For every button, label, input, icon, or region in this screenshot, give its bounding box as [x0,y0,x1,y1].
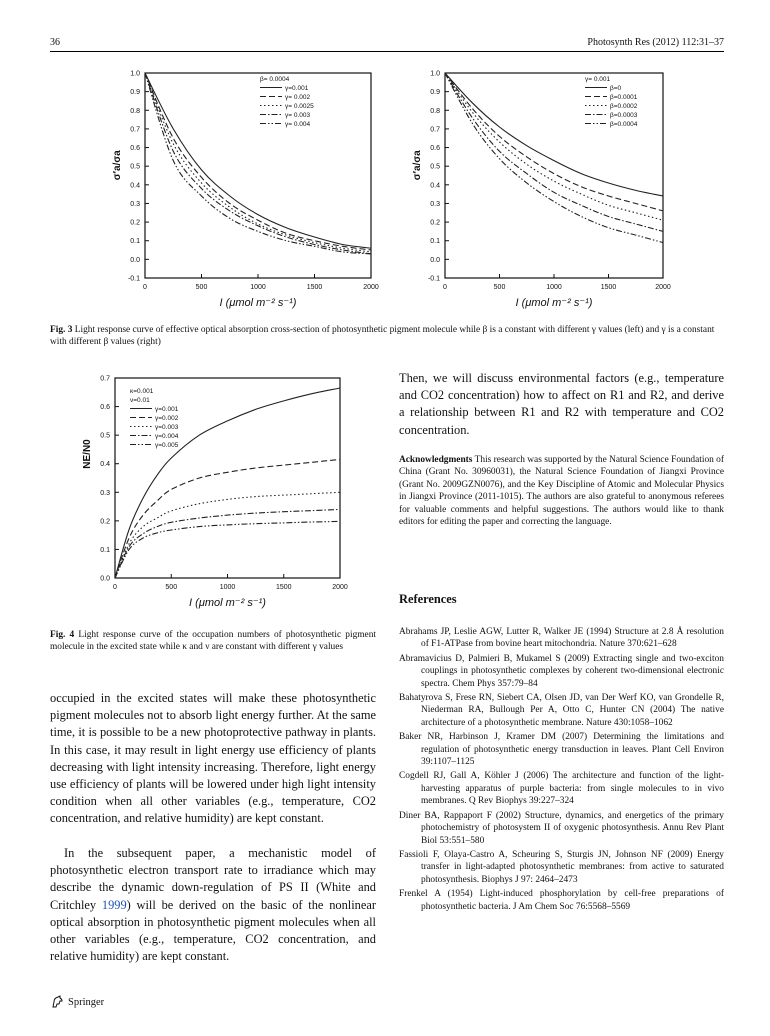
y-tick-label: 0.8 [430,107,440,115]
reference-item: Frenkel A (1954) Light-induced phosphorylation by cell-free preparations of photosynthetic bacteria. J Am Chem Soc 76:5568–5569 [399,889,724,912]
series-line [145,73,371,254]
y-axis-label: σ′a/σa [112,150,123,181]
legend-subtitle: ν=0.01 [130,397,150,404]
y-tick-label: 0.1 [430,238,440,246]
right-body-paragraph-1: Then, we will discuss environmental factors (e.g., temperature and CO2 concentration) how to affect on R1 and R2, and derive a relationship between R1 and R2 with temperature and CO2 concentration. [399,371,724,437]
y-tick-label: -0.1 [427,275,440,283]
series-line [115,459,340,578]
series-line [115,492,340,578]
fig3-right-chart [395,66,695,321]
acknowledgments-text: This research was supported by the Natural Science Foundation of China (Grant No. 30960031), the Natural Science Foundation of Jiangxi Province (Grant No. 2009GZN0076), and the Key Discipline of Atomic and Molecular Physics in Jiangxi Province (2011-1015). The authors are also grateful to anonymous referees for valuable comments and helpful suggestions. The authors would like to thank editors for editing the paper and correcting the language. [399,455,724,528]
fig4-caption [50,629,376,653]
plot-frame [145,73,371,278]
y-tick-label: 0.2 [130,219,140,227]
x-tick-label: 1500 [306,284,323,291]
reference-item: Baker NR, Harbinson J, Kramer DM (2007) Determining the limitations and regulation of photosynthetic energy transduction in leaves. Plant Cell Environ 39:1107–1125 [399,732,724,768]
y-tick-label: 0.6 [430,145,440,153]
x-tick-label: 1000 [219,584,236,591]
x-tick-label: 1500 [600,284,617,291]
y-tick-label: 0.3 [100,489,110,497]
y-tick-label: 0.4 [100,461,110,469]
reference-item: Fassioli F, Olaya-Castro A, Scheuring S, Sturgis JN, Johnson NF (2009) Energy transfer in light-adapted photosynthetic membranes: from active to saturated photosynthesis. Biophys J 97: 2464–2473 [399,849,724,885]
x-tick-label: 1000 [250,284,266,291]
y-tick-label: 0.1 [100,546,110,554]
left-body-p2b: ) will be derived on the basic of the nonlinear optical absorption in photosynthetic pigment molecules when all other variables (e.g., temperature, CO2 concentration, and relative humidity) are kept constant. [50,897,376,964]
fig3-left-chart [95,66,395,321]
y-tick-label: 0.0 [130,256,140,264]
y-axis-label: σ′a/σa [412,150,423,181]
x-tick-label: 1000 [546,284,562,291]
y-tick-label: 1.0 [130,70,140,78]
x-axis-label: I (μmol m⁻² s⁻¹) [219,297,297,309]
legend-label: β=0.0001 [610,94,638,101]
fig3-caption-label: Fig. 3 [50,325,73,335]
reference-item: Abrahams JP, Leslie AGW, Lutter R, Walker JE (1994) Structure at 2.8 Å resolution of F1-ATPase from bovine heart mitochondria. Nature 370:621–628 [399,627,724,650]
legend-label: β=0.0004 [610,121,638,128]
series-line [445,73,663,196]
x-tick-label: 2000 [655,284,671,291]
fig4-caption-text: Light response curve of the occupation numbers of photosynthetic pigment molecule in the excited state while κ and ν are constant with different γ values [50,630,376,652]
legend-label: γ=0.001 [155,406,179,413]
y-tick-label: 0.3 [430,200,440,208]
legend-label: γ=0.003 [155,424,179,431]
x-tick-label: 1500 [275,584,292,591]
fig4-caption-label: Fig. 4 [50,630,75,640]
legend-label: γ=0.004 [155,433,179,440]
acknowledgments [399,454,724,528]
footer [50,995,104,1009]
y-axis-label: NE/N0 [82,439,93,469]
acknowledgments-title: Acknowledgments [399,455,473,465]
x-tick-label: 500 [493,284,506,291]
reference-item: Diner BA, Rappaport F (2002) Structure, dynamics, and energetics of the primary photochemistry of photosystem II of oxygenic photosynthesis. Annu Rev Plant Biol 53:551–580 [399,810,724,846]
x-tick-label: 500 [165,584,178,591]
series-line [145,73,371,254]
legend-label: β=0 [610,85,622,92]
x-tick-label: 0 [113,584,117,591]
legend-label: β=0.0003 [610,112,638,119]
y-tick-label: 0.7 [100,375,110,383]
y-tick-label: 0.2 [430,219,440,227]
y-tick-label: 0.6 [130,145,140,153]
fig4-chart [55,370,375,620]
y-tick-label: 0.5 [100,432,110,440]
fig3-caption-text: Light response curve of effective optical absorption cross-section of photosynthetic pigment molecule while β is a constant with different γ values (left) and γ is a constant with different β values (right) [50,325,715,347]
y-tick-label: 0.2 [100,518,110,526]
y-tick-label: 0.8 [130,107,140,115]
legend-label: γ=0.002 [155,415,179,422]
reference-item: Cogdell RJ, Gall A, Köhler J (2006) The architecture and function of the light-harvesting apparatus of purple bacteria: from single molecules to in vivo membranes. Q Rev Biophys 39:227–324 [399,771,724,807]
y-tick-label: 0.4 [430,182,440,190]
series-line [115,509,340,578]
x-tick-label: 0 [443,284,447,291]
y-tick-label: 0.9 [130,89,140,97]
x-axis-label: I (μmol m⁻² s⁻¹) [515,297,593,309]
legend-label: γ=0.001 [285,85,309,92]
springer-horse-icon [50,995,64,1009]
x-axis-label: I (μmol m⁻² s⁻¹) [189,597,266,609]
y-tick-label: 0.7 [130,126,140,134]
legend-label: β=0.0002 [610,103,638,110]
x-tick-label: 0 [143,284,147,291]
y-tick-label: 0.3 [130,200,140,208]
citation-link[interactable]: 1999 [101,897,127,912]
legend-title: κ=0.001 [130,388,154,395]
y-tick-label: 0.0 [100,575,110,583]
y-tick-label: 0.1 [130,238,140,246]
y-tick-label: 0.7 [430,126,440,134]
left-body-paragraph-2 [50,845,376,965]
series-line [115,388,340,578]
reference-item: Bahatyrova S, Frese RN, Siebert CA, Olsen JD, van Der Werf KO, van Grondelle R, Niederman RA, Bullough Per A, Otto C, Hunter CN (2004) The native architecture of a photosynthetic membrane. Nature 430:1058–1062 [399,693,724,728]
legend-label: γ= 0.002 [285,94,311,101]
y-tick-label: 0.5 [430,163,440,171]
y-tick-label: 0.9 [430,89,440,97]
x-tick-label: 2000 [332,584,348,591]
left-body-p2a: In the subsequent paper, a mechanistic model of photosynthetic electron transport rate to irradiance which may describe the dynamic down-regulation of PS II (White and Critchley [50,846,376,912]
x-tick-label: 2000 [363,284,379,291]
y-tick-label: 0.4 [130,182,140,190]
legend-title: γ= 0.001 [585,76,611,83]
legend-label: γ= 0.004 [285,121,311,128]
legend-label: γ=0.005 [155,442,179,449]
y-tick-label: 1.0 [430,70,440,78]
fig3-caption [50,324,724,348]
y-tick-label: -0.1 [127,275,140,283]
y-tick-label: 0.0 [430,256,440,264]
journal-citation: Photosynth Res (2012) 112:31–37 [587,37,724,48]
x-tick-label: 500 [195,284,208,291]
page-number: 36 [50,37,60,48]
reference-item: Abramavicius D, Palmieri B, Mukamel S (2009) Extracting single and two-exciton couplings in photosynthetic complexes by coherent two-dimensional electronic spectra. Chem Phys 357:79–84 [399,653,724,689]
references-list [399,626,724,915]
legend-title: β= 0.0004 [260,76,290,83]
springer-logo-text: Springer [68,996,105,1008]
left-body-paragraph-1: occupied in the excited states will make these photosynthetic pigment molecules not to absorb light energy further. At the same time, it is possible to be a new photoprotective pathway in plants. In this case, it may result in light energy use efficiency of plants decreasing with light intensity increasing. Therefore, light energy use efficiency of plants will be lowered under high light intensity condition when all other variables (e.g., temperature, CO2 concentration, and relative humidity) are kept constant. [50,691,376,826]
y-tick-label: 0.5 [130,163,140,171]
references-title: References [399,592,457,606]
legend-label: γ= 0.003 [285,112,311,119]
y-tick-label: 0.6 [100,404,110,412]
header-rule [50,51,724,52]
legend-label: γ= 0.0025 [285,103,314,110]
